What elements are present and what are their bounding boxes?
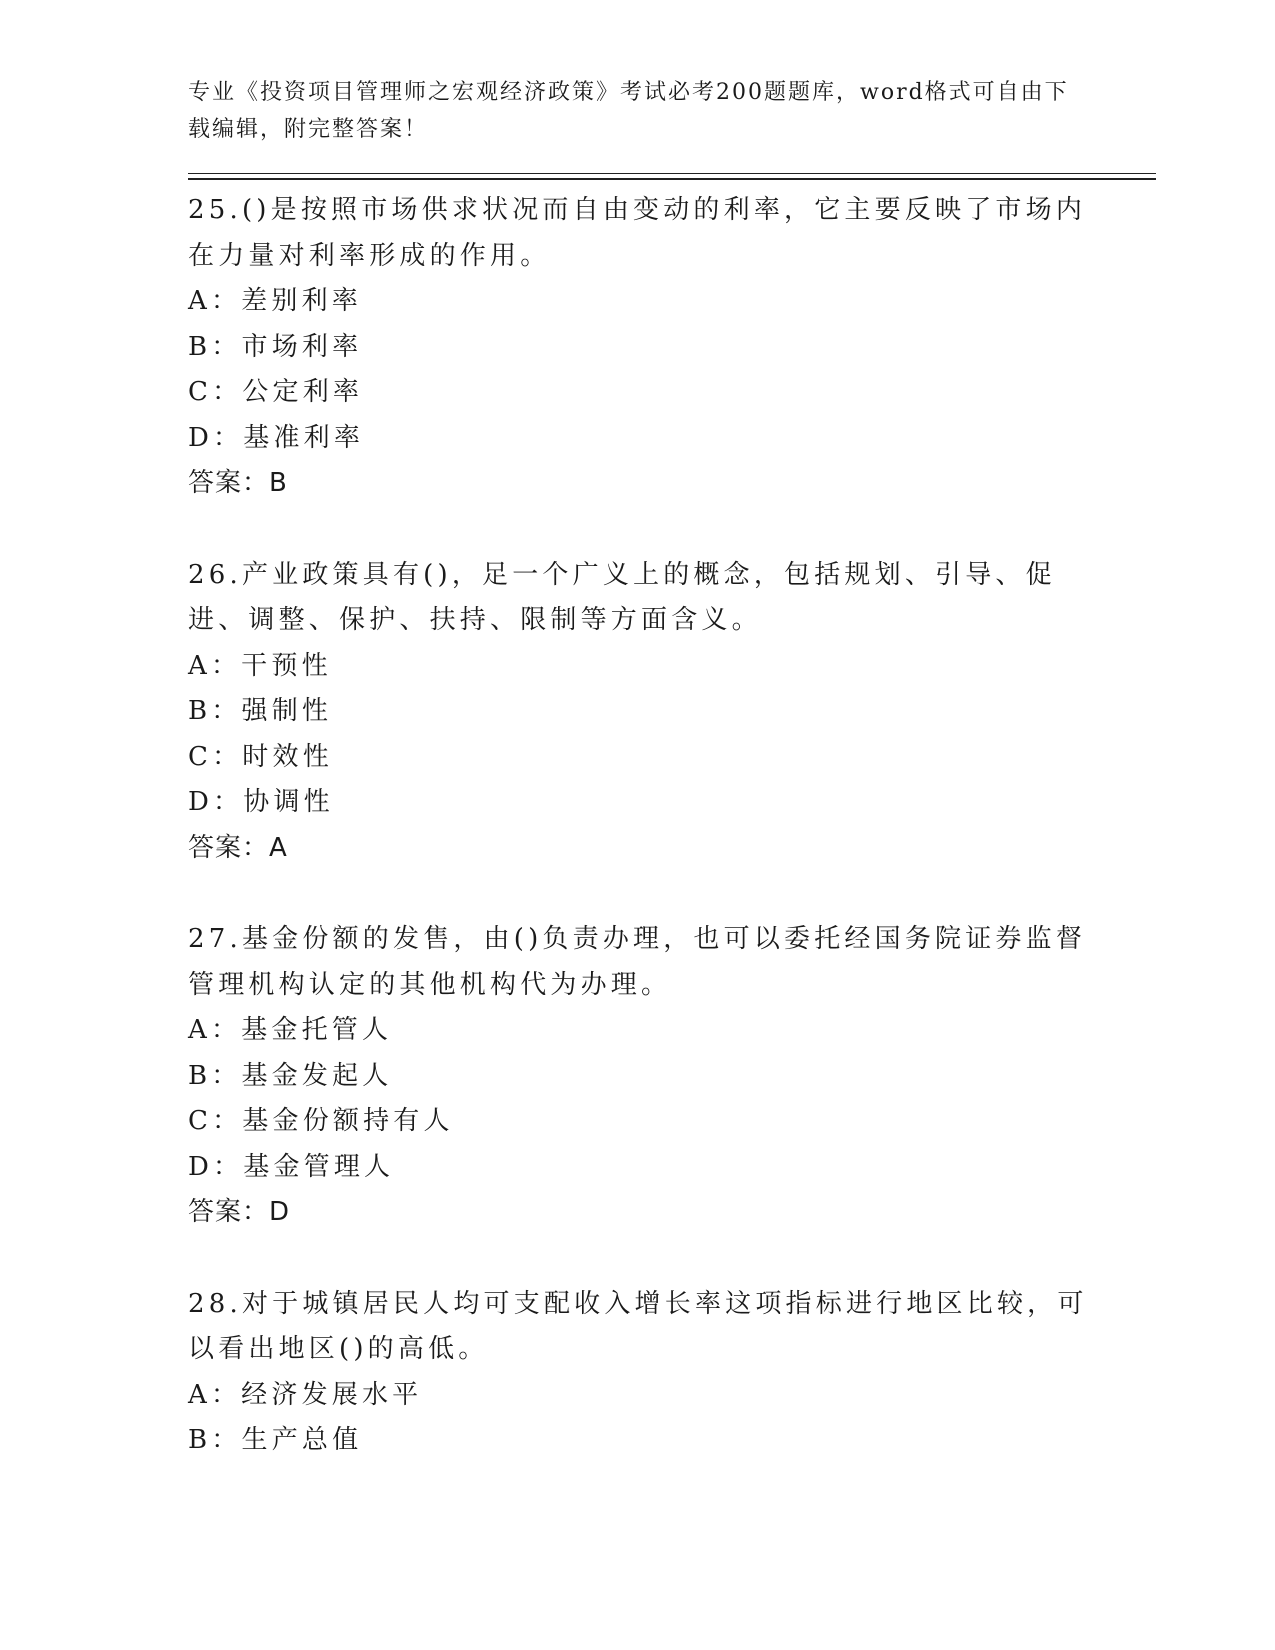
option-d: D：基准利率 xyxy=(188,422,365,453)
question-25 xyxy=(188,188,1088,507)
option-a: A：基金托管人 xyxy=(188,1015,393,1045)
answer-line: 答案：A xyxy=(188,832,288,863)
option-c: C：基金份额持有人 xyxy=(188,1106,454,1136)
question-list xyxy=(188,188,1088,1510)
header-divider-thick xyxy=(188,178,1156,180)
question-stem: 25.()是按照市场供求状况而自由变动的利率，它主要反映了市场内在力量对利率形成的作用。 xyxy=(188,195,1087,271)
option-b: B：市场利率 xyxy=(188,331,363,362)
option-c: C：时效性 xyxy=(188,741,333,772)
option-d: D：协调性 xyxy=(188,787,334,817)
answer-line: 答案：D xyxy=(188,1197,291,1227)
option-b: B：强制性 xyxy=(188,696,333,726)
option-b: B：生产总值 xyxy=(188,1425,363,1455)
question-27 xyxy=(188,917,1088,1236)
option-c: C：公定利率 xyxy=(188,377,364,407)
question-26 xyxy=(188,553,1088,872)
question-stem: 28.对于城镇居民人均可支配收入增长率这项指标进行地区比较，可以看出地区()的高低。 xyxy=(188,1288,1088,1364)
option-a: A：差别利率 xyxy=(188,286,362,316)
document-header: 专业《投资项目管理师之宏观经济政策》考试必考200题题库，word格式可自由下载编辑，附完整答案！ xyxy=(188,80,1069,142)
option-d: D：基金管理人 xyxy=(188,1151,395,1182)
question-stem: 27.基金份额的发售，由()负责办理，也可以委托经国务院证券监督管理机构认定的其他机构代为办理。 xyxy=(188,924,1087,1000)
option-a: A：干预性 xyxy=(188,650,332,681)
answer-line: 答案：B xyxy=(188,468,288,498)
option-a: A：经济发展水平 xyxy=(188,1379,423,1410)
question-stem: 26.产业政策具有()，足一个广义上的概念，包括规划、引导、促进、调整、保护、扶持、限制等方面含义。 xyxy=(188,559,1056,635)
header-divider-thin xyxy=(188,173,1156,174)
option-b: B：基金发起人 xyxy=(188,1060,393,1091)
question-28 xyxy=(188,1282,1088,1464)
